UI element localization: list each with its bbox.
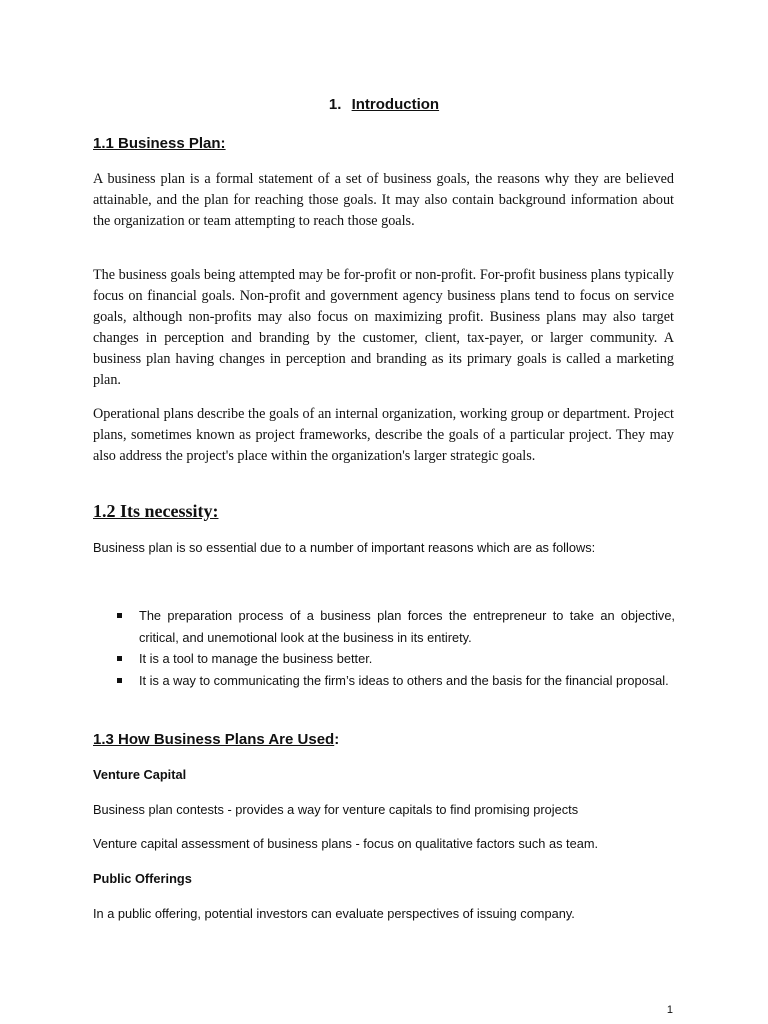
venture-capital-label: Venture Capital bbox=[93, 767, 187, 782]
public-offerings-label: Public Offerings bbox=[93, 871, 192, 886]
venture-line-1: Business plan contests - provides a way for venture capitals to find promising projects bbox=[93, 802, 579, 817]
chapter-number: 1. bbox=[328, 96, 342, 113]
page-number: 1 bbox=[666, 1004, 673, 1016]
paragraph-2: The business goals being attempted may be for-profit or non-profit. For-profit business plans typically focus on financial goals. Non-profit and government agency business plans tend to focus on service goals, although non-profits may also focus on maximizing profit. Business plans may also target changes in perception and branding by the customer, client, tax-payer, or larger community. A business plan having changes in perception and branding as its primary goals is called a marketing plan. bbox=[93, 267, 674, 388]
list-item-text: The preparation process of a business plan forces the entrepreneur to take an objective, critical, and unemotional look at the business in its entirety. bbox=[139, 608, 675, 645]
necessity-intro: Business plan is so essential due to a number of important reasons which are as follows: bbox=[93, 540, 596, 555]
section-1-3-title-colon: : bbox=[334, 731, 340, 748]
necessity-bullet-list bbox=[93, 605, 675, 691]
list-item bbox=[93, 670, 675, 692]
chapter-title: Introduction bbox=[351, 96, 440, 113]
bullet-square-icon bbox=[117, 678, 122, 683]
list-item bbox=[93, 648, 675, 670]
public-offering-line: In a public offering, potential investors can evaluate perspectives of issuing company. bbox=[93, 906, 575, 921]
section-1-2-title: 1.2 Its necessity: bbox=[93, 501, 219, 521]
paragraph-1: A business plan is a formal statement of a set of business goals, the reasons why they are believed attainable, and the plan for reaching those goals. It may also contain background information about the organization or team attempting to reach those goals. bbox=[93, 171, 674, 229]
paragraph-3: Operational plans describe the goals of an internal organization, working group or department. Project plans, sometimes known as project frameworks, describe the goals of a particular project. They may also address the project's place within the organization's larger strategic goals. bbox=[93, 406, 674, 464]
bullet-square-icon bbox=[117, 613, 122, 618]
chapter-heading bbox=[0, 96, 768, 113]
section-1-1-title: 1.1 Business Plan: bbox=[93, 135, 226, 152]
list-item bbox=[93, 605, 675, 648]
venture-line-2: Venture capital assessment of business plans - focus on qualitative factors such as team. bbox=[93, 836, 599, 851]
section-1-3-title bbox=[93, 731, 339, 748]
section-1-3-title-text: 1.3 How Business Plans Are Used bbox=[93, 731, 335, 748]
list-item-text: It is a way to communicating the firm’s ideas to others and the basis for the financial proposal. bbox=[139, 672, 669, 688]
list-item-text: It is a tool to manage the business better. bbox=[139, 651, 373, 666]
bullet-square-icon bbox=[117, 656, 122, 661]
